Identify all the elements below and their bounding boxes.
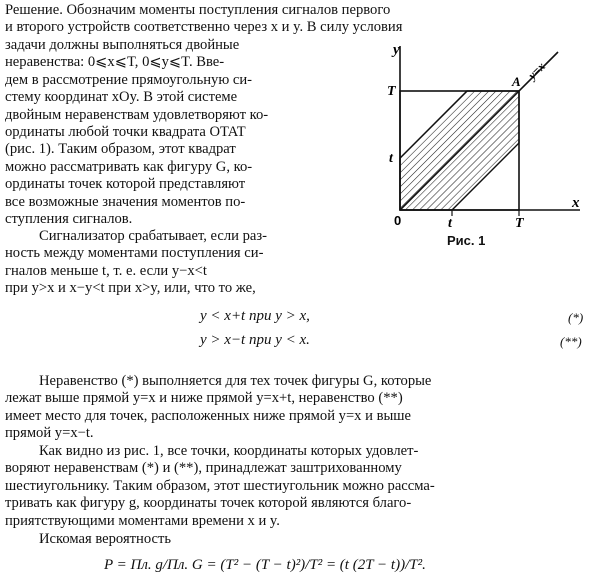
text-line: неравенства: 0⩽x⩽T, 0⩽y⩽T. Вве- [5, 54, 225, 71]
text-line: приятствующими моментами времени x и y. [5, 512, 280, 529]
text-line: лежат выше прямой y=x и ниже прямой y=x+t, неравенство (**) [5, 390, 403, 407]
text-line: Неравенство (*) выполняется для тех точек фигуры G, которые [39, 373, 432, 389]
text-line: и второго устройств соответственно через x и y. В силу условия [5, 19, 403, 36]
text-line: Решение. Обозначим моменты поступления сигналов первого [5, 2, 391, 18]
text-line: гналов меньше t, т. е. если y−x<t [5, 262, 207, 279]
text-line: все возможные значения моментов по- [5, 193, 246, 210]
text-line: стему координат xOy. В этой системе [5, 89, 238, 106]
text-line: дем в рассмотрение прямоугольную си- [5, 71, 253, 88]
text-line: двойным неравенствам удовлетворяют ко- [5, 106, 269, 123]
paragraph-signal [5, 228, 445, 298]
text-line: задачи должны выполняться двойные [5, 37, 240, 53]
line-label-y-equals-x: y=x [525, 59, 548, 83]
formula-eq2: y > x−t при y < x. [200, 332, 310, 348]
text-line: воряют неравенствам (*) и (**), принадлежат заштрихованному [5, 460, 402, 477]
formula-eq2-tag: (**) [560, 334, 582, 349]
text-line: при y>x и x−y<t при x>y, или, что то же, [5, 280, 256, 297]
text-line: ординаты точек которой представляют [5, 176, 246, 193]
formula-final: P = Пл. g/Пл. G = (T² − (T − t)²)/T² = (t (2T − t))/T². [104, 557, 426, 573]
T-y-label: T [387, 84, 396, 99]
paragraph-hexagon [5, 443, 591, 530]
formula-eq1-tag: (*) [568, 310, 584, 325]
paragraph-inequalities [5, 373, 591, 443]
figure-1 [380, 44, 585, 249]
t-y-label: t [389, 151, 393, 166]
text-line: Искомая вероятность [39, 531, 172, 547]
T-x-label: T [515, 216, 524, 231]
text-line: Как видно из рис. 1, все точки, координаты которых удовлет- [39, 443, 419, 459]
figure-caption: Рис. 1 [447, 233, 486, 248]
text-line: прямой y=x−t. [5, 425, 94, 442]
paragraph-intro [5, 2, 591, 37]
origin-label: 0 [394, 213, 402, 228]
formula-eq1: y < x+t при y > x, [200, 308, 310, 324]
text-line: ординаты любой точки квадрата OTAT [5, 124, 246, 141]
paragraph-conditions [5, 37, 377, 228]
text-line: (рис. 1). Таким образом, этот квадрат [5, 141, 236, 158]
y-axis-label: y [393, 44, 400, 58]
text-line: шестиугольнику. Таким образом, этот шестиугольник можно рассма- [5, 477, 435, 494]
text-line: можно рассматривать как фигуру G, ко- [5, 158, 253, 175]
text-line: ность между моментами поступления си- [5, 245, 264, 262]
figure-1-diagram [380, 44, 585, 249]
t-x-label: t [448, 216, 452, 231]
text-line: тривать как фигуру g, координаты точек которой являются благо- [5, 495, 412, 512]
text-line: ступления сигналов. [5, 211, 133, 228]
point-A-label: A [512, 74, 521, 89]
text-line: имеет место для точек, расположенных ниже прямой y=x и выше [5, 407, 411, 424]
x-axis-label: x [572, 195, 580, 211]
paragraph-probability-intro [39, 531, 439, 548]
text-line: Сигнализатор срабатывает, если раз- [39, 228, 267, 244]
